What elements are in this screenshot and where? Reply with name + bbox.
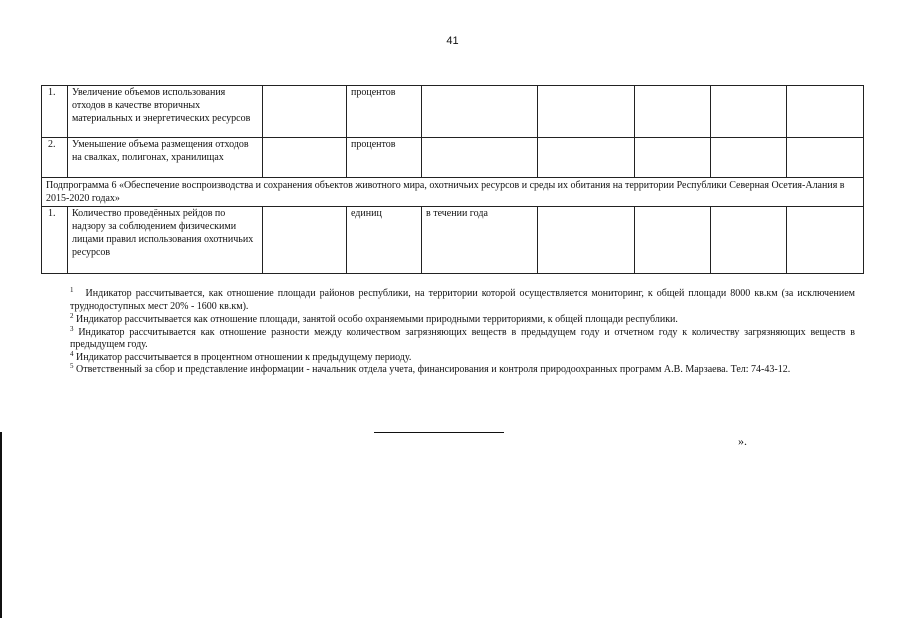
empty-cell [263, 207, 347, 274]
empty-cell [711, 207, 787, 274]
empty-cell [263, 86, 347, 138]
footnote [70, 349, 855, 365]
empty-cell [635, 138, 711, 178]
empty-cell [538, 138, 635, 178]
empty-cell [635, 86, 711, 138]
footnotes [70, 288, 855, 377]
row-number: 2. [42, 138, 68, 178]
footnote-text: Ответственный за сбор и представление информации - начальник отдела учета, финансирования и контроля природоохранных программ А.В. Марзаева. Тел: 74-43-12. [76, 364, 791, 375]
indicator-name: Уменьшение объема размещения отходов на свалках, полигонах, хранилищах [68, 138, 263, 178]
footnote-text: Индикатор рассчитывается как отношение площади, занятой особо охраняемыми природными территориями, к общей площади республики. [76, 314, 678, 325]
empty-cell [711, 138, 787, 178]
table-row [42, 207, 864, 274]
margin-rule [0, 432, 2, 618]
indicator-name: Количество проведённых рейдов по надзору за соблюдением физическими лицами правил использования охотничьих ресурсов [68, 207, 263, 274]
empty-cell [787, 86, 864, 138]
table-row [42, 86, 864, 138]
indicators-table [41, 85, 864, 274]
empty-cell [711, 86, 787, 138]
footnote-text: Индикатор рассчитывается, как отношение площади районов республики, на территории которой осуществляется мониторинг, к общей площади 8000 кв.км (за исключением труднодоступных мест 20% - 1600 кв.км). [70, 288, 855, 312]
footnote [70, 364, 855, 377]
empty-cell [787, 207, 864, 274]
footnote-mark: 4 [70, 349, 74, 358]
page-number: 41 [446, 35, 459, 47]
row-number: 1. [42, 207, 68, 274]
separator-line [374, 432, 504, 433]
footnote-text: Индикатор рассчитывается как отношение разности между количеством загрязняющих веществ в предыдущем году и отчетном году к количеству загрязняющих веществ в предыдущем году. [70, 326, 856, 350]
footnote [70, 324, 856, 352]
footnote-mark: 3 [70, 324, 74, 333]
footnote [70, 288, 855, 313]
footnote-mark: 2 [70, 312, 74, 320]
table-row [42, 138, 864, 178]
empty-cell [635, 207, 711, 274]
subprogram-title: Подпрограмма 6 «Обеспечение воспроизводства и сохранения объектов животного мира, охотничьих ресурсов и среды их обитания на территории Республики Северная Осетия-Алания в 2015-2020 годах» [42, 178, 864, 207]
empty-cell [263, 138, 347, 178]
footnote-text: Индикатор рассчитывается в процентном отношении к предыдущему периоду. [76, 351, 412, 363]
note-cell: в течении года [422, 207, 538, 274]
subprogram-row [42, 178, 864, 207]
footnote-mark: 5 [70, 362, 74, 370]
unit-cell: единиц [347, 207, 422, 274]
unit-cell: процентов [347, 138, 422, 178]
empty-cell [538, 86, 635, 138]
row-number: 1. [42, 86, 68, 138]
unit-cell: процентов [347, 86, 422, 138]
footnote [70, 314, 855, 327]
empty-cell [787, 138, 864, 178]
note-cell [422, 86, 538, 138]
indicator-name: Увеличение объемов использования отходов в качестве вторичных материальных и энергетических ресурсов [68, 86, 263, 138]
footnote-mark: 1 [70, 286, 74, 294]
note-cell [422, 138, 538, 178]
empty-cell [538, 207, 635, 274]
closing-quote: ». [738, 434, 747, 448]
